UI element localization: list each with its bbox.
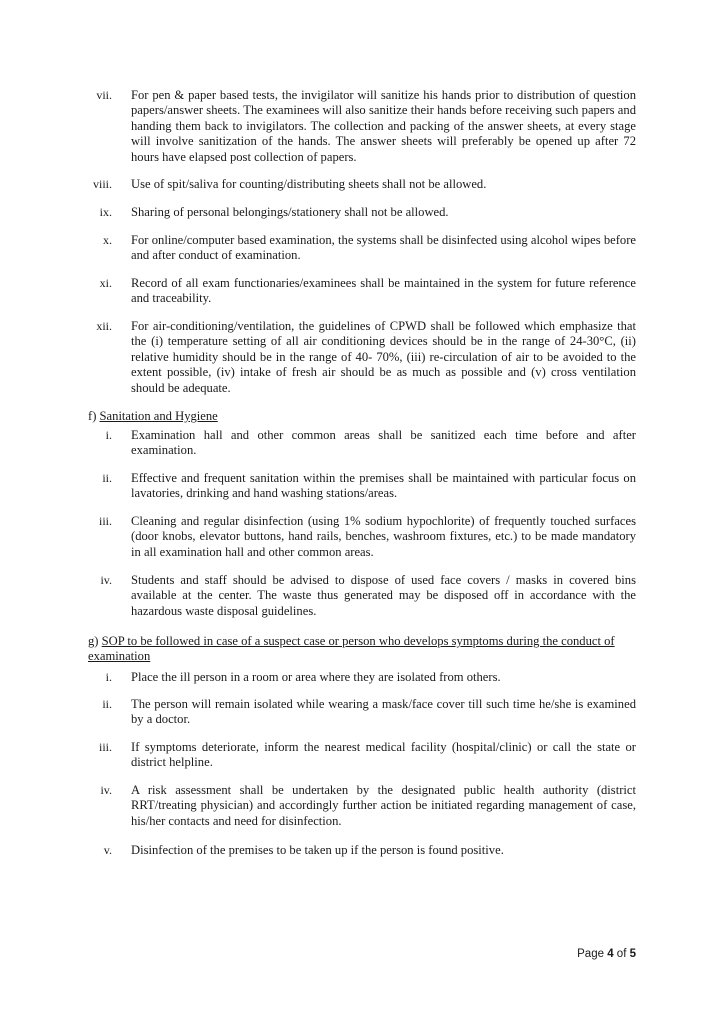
list-text: For air-conditioning/ventilation, the guidelines of CPWD shall be followed which emphasize that the (i) temperature setting of all air conditioning devices should be in the range of 24-30°C, (ii) relative humidity should be in the range of 40- 70%, (iii) re-circulation of air to be avoided to the extent possible, (iv) intake of fresh air should be as much as possible and (v) cross ventilation should be adequate. bbox=[131, 319, 636, 395]
list-number: vii. bbox=[96, 88, 112, 102]
list-number: xi. bbox=[99, 276, 112, 290]
list-number: iii. bbox=[98, 514, 112, 528]
list-text: Effective and frequent sanitation within the premises shall be maintained with particular focus on lavatories, drinking and hand washing stations/areas. bbox=[131, 471, 636, 501]
list-number: ix. bbox=[99, 205, 112, 219]
list-number: xii. bbox=[96, 319, 112, 333]
of-label: of bbox=[616, 948, 627, 960]
list-text: For online/computer based examination, the systems shall be disinfected using alcohol wipes before and after conduct of examination. bbox=[131, 233, 636, 263]
section-prefix: f) bbox=[88, 409, 100, 423]
total-pages: 5 bbox=[629, 948, 636, 960]
list-number: x. bbox=[103, 233, 112, 247]
section-f-heading bbox=[88, 409, 636, 424]
section-g-heading bbox=[88, 634, 636, 665]
list-number: ii. bbox=[102, 697, 112, 711]
list-text: Use of spit/saliva for counting/distributing sheets shall not be allowed. bbox=[131, 177, 487, 191]
list-text: For pen & paper based tests, the invigilator will sanitize his hands prior to distribution of question papers/answer sheets. The examinees will also sanitize their hands before receiving such papers and handing them back to invigilators. The collection and packing of the answer sheets, at every stage will involve sanitization of the hands. The answer sheets will preferably be opened up after 72 hours have elapsed post collection of papers. bbox=[131, 88, 636, 164]
list-text: Disinfection of the premises to be taken up if the person is found positive. bbox=[131, 843, 504, 857]
list-text: Cleaning and regular disinfection (using 1% sodium hypochlorite) of frequently touched surfaces (door knobs, elevator buttons, hand rails, benches, washroom fixtures, etc.) to be made mandatory in all examination hall and other common areas. bbox=[131, 514, 636, 559]
list-text: A risk assessment shall be undertaken by the designated public health authority (district RRT/treating physician) and accordingly further action be initiated regarding management of case, his/her contacts and need for disinfection. bbox=[131, 783, 636, 828]
list-text: Students and staff should be advised to dispose of used face covers / masks in covered bins available at the center. The waste thus generated may be disposed off in accordance with the hazardous waste disposal guidelines. bbox=[131, 573, 636, 618]
list-number: v. bbox=[103, 843, 112, 857]
list-number: iv. bbox=[100, 783, 112, 797]
section-prefix: g) bbox=[88, 634, 102, 648]
list-number: i. bbox=[105, 428, 112, 442]
list-text: Record of all exam functionaries/examinees shall be maintained in the system for future reference and traceability. bbox=[131, 276, 636, 306]
list-text: Examination hall and other common areas shall be sanitized each time before and after examination. bbox=[131, 428, 636, 458]
page-number bbox=[540, 948, 636, 960]
current-page: 4 bbox=[607, 948, 614, 960]
list-number: viii. bbox=[92, 177, 112, 191]
list-text: The person will remain isolated while wearing a mask/face cover till such time he/she is examined by a doctor. bbox=[131, 697, 636, 727]
list-number: ii. bbox=[102, 471, 112, 485]
section-title: Sanitation and Hygiene bbox=[99, 409, 218, 423]
section-title: SOP to be followed in case of a suspect case or person who develops symptoms during the conduct of examination bbox=[88, 634, 615, 664]
list-number: i. bbox=[105, 670, 112, 684]
page-label: Page bbox=[577, 948, 604, 960]
list-text: Place the ill person in a room or area where they are isolated from others. bbox=[131, 670, 501, 684]
list-number: iv. bbox=[100, 573, 112, 587]
list-text: If symptoms deteriorate, inform the nearest medical facility (hospital/clinic) or call the state or district helpline. bbox=[131, 740, 636, 770]
list-text: Sharing of personal belongings/stationery shall not be allowed. bbox=[131, 205, 449, 219]
list-number: iii. bbox=[98, 740, 112, 754]
